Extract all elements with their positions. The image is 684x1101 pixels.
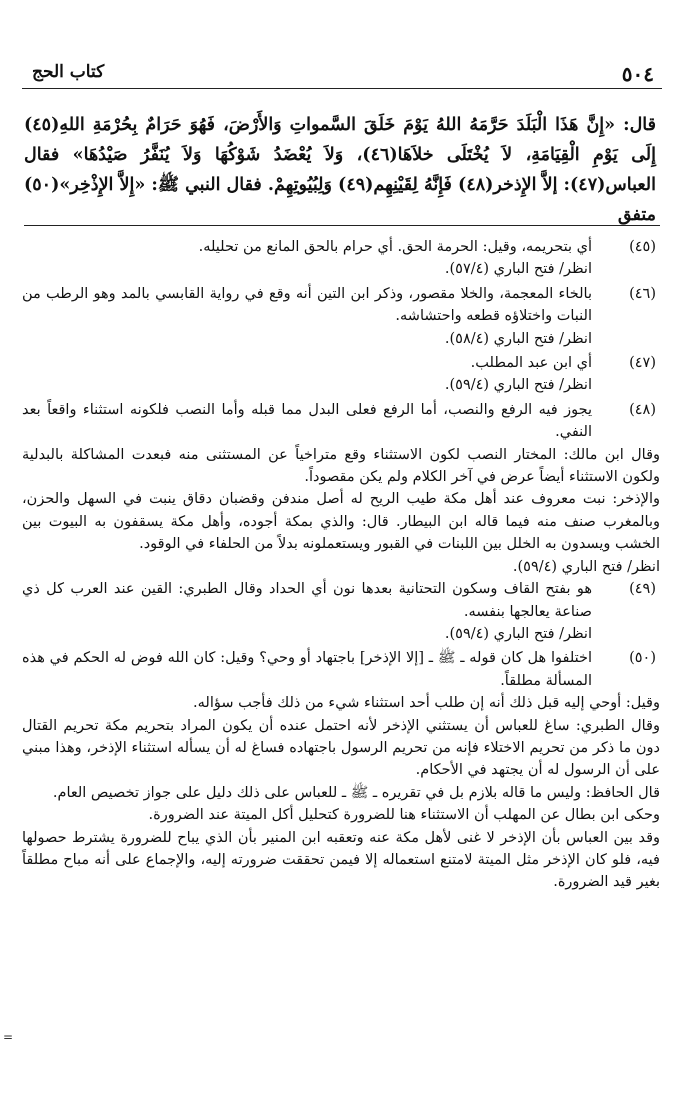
main-hadith-text: قال: «إِنَّ هَذَا الْبَلَدَ حَرَّمَهُ اللهُ يَوْمَ خَلَقَ السَّمواتِ وَالأَرْضَ، فَهُوَ حَرَامٌ بِحُرْمَةِ اللهِ(٤٥) إِلَى يَوْمِ الْقِيَامَةِ، لاَ يُخْتَلَى خلاَهَا(٤٦)، وَلاَ يُعْضَدُ شَوْكُهَا وَلاَ يُنَفَّرُ صَيْدُهَا» فقال العباس(٤٧): إلاَّ الإِذخر(٤٨) فَإِنَّهُ لِقَيْنِهِم(٤٩) وَلِبُيُوتِهِمْ. فقال النبي ﷺ: «إِلاَّ الإِذْخِر»(٥٠) متفق	[24, 115, 657, 225]
footnote-item	[22, 399, 660, 444]
edge-mark: =	[3, 1030, 14, 1044]
footnote-line: انظر/ فتح الباري (٥٧/٤).	[444, 261, 592, 278]
footnote-body	[22, 283, 592, 352]
footnote-number: (٤٧)	[629, 355, 656, 372]
footnote-item	[22, 283, 660, 352]
footnote-line: انظر/ فتح الباري (٥٩/٤).	[444, 625, 592, 642]
page-header	[22, 58, 662, 89]
footnote-body	[22, 236, 592, 283]
footnote-number: (٤٩)	[629, 581, 656, 598]
book-title: كتاب الحج	[32, 62, 105, 82]
footnote-line: اختلفوا هل كان قوله ـ ﷺ ـ [إلا الإذخر] باجتهاد أو وحي؟ وقيل: كان الله فوض له الحكم في هذه المسألة مطلقاً.	[22, 650, 592, 689]
footnote-continuation-line: والإذخر: نبت معروف عند أهل مكة طيب الريح له أصل مندفن وقضبان دقاق ينبت في السهل والحزن، وبالمغرب صنف منه فيما قاله ابن البيطار. قال: والذي بمكة أجوده، وأهل مكة يسقفون به البيوت بين الخشب ويسدون به الخلل بين اللبنات في القبور ويستعملونه بدلاً من الحلفاء في الوقود.	[22, 491, 660, 553]
footnote-line: بالخاء المعجمة، والخلا مقصور، وذكر ابن التين أنه وقع في رواية القابسي بالمد وهو الرطب من النبات واختلاؤه قطعه واحتشاشه.	[22, 285, 592, 325]
footnote-continuation-line: انظر/ فتح الباري (٥٩/٤).	[512, 558, 660, 575]
footnote-item	[22, 647, 660, 692]
footnote-body	[22, 352, 592, 399]
footnote-number: (٤٨)	[629, 401, 656, 418]
footnote-continuation-line: قال الحافظ: وليس ما قاله بلازم بل في تقريره ـ ﷺ ـ للعباس على ذلك دليل على جواز تخصيص العام.	[52, 784, 660, 801]
footnote-body	[22, 647, 592, 692]
footnote-line: أي بتحريمه، وقيل: الحرمة الحق. أي حرام بالحق المانع من تحليله.	[198, 239, 592, 255]
footnote-item	[22, 578, 660, 647]
footnote-body	[22, 399, 592, 444]
page-number: ٥٠٤	[621, 62, 654, 86]
footnote-continuation-line: وقد بين العباس بأن الإذخر لا غنى لأهل مكة عنه وتعقبه ابن المنير بأن الذي يباح للضرورة يشترط حصولها فيه، فلو كان الإذخر مثل الميتة لامتنع استعماله إلا فيمن تحققت ضرورته إليه، والإجماع على أنه مباح مطلقاً بغير قيد الضرورة.	[22, 829, 660, 891]
footnote-continuation-line: وقال الطبري: ساغ للعباس أن يستثني الإذخر لأنه احتمل عنده أن يكون المراد بتحريم مكة تحريم القتال دون ما ذكر من تحريم الاختلاء فإنه من تحريم الرسول باجتهاده فساغ له أن يسأله استثناء الإذخر، وهذا مبني على أن الرسول له أن يجتهد في الأحكام.	[22, 717, 660, 779]
footnote-continuation-line: وحكى ابن بطال عن المهلب أن الاستثناء هنا للضرورة كتحليل أكل الميتة عند الضرورة.	[148, 807, 660, 824]
footnote-item	[22, 352, 660, 399]
footnote-number: (٤٦)	[629, 285, 656, 302]
footnote-line: يجوز فيه الرفع والنصب، أما الرفع فعلى البدل مما قبله وأما النصب فلكونه استثناء واقعاً بعد النفي.	[22, 401, 592, 441]
footnote-line: هو بفتح القاف وسكون التحتانية بعدها نون أي الحداد وقال الطبري: القين عند العرب كل ذي صناعة يعالجها بنفسه.	[22, 581, 592, 620]
footnote-line: انظر/ فتح الباري (٥٨/٤).	[444, 330, 592, 347]
footnote-number: (٤٥)	[629, 239, 656, 255]
footnote-continuation	[22, 692, 660, 894]
footnote-line: أي ابن عبد المطلب.	[470, 355, 592, 372]
footnote-line: انظر/ فتح الباري (٥٩/٤).	[444, 377, 592, 394]
footnote-number: (٥٠)	[629, 650, 656, 667]
footnote-body	[22, 578, 592, 647]
footnote-continuation	[22, 444, 660, 578]
footnote-separator	[24, 225, 660, 226]
footnotes-section	[22, 236, 660, 894]
footnote-continuation-line: وقيل: أوحي إليه قبل ذلك أنه إن طلب أحد استثناء شيء من ذلك فأجب سؤاله.	[193, 695, 660, 712]
footnote-continuation-line: وقال ابن مالك: المختار النصب لكون الاستثناء وقع متراخياً عن المستثنى منه فبعدت المشاكلة بالبدلية ولكون الاستثناء أيضاً عرض في آخر الكلام ولم يكن مقصوداً.	[22, 446, 660, 486]
footnote-item	[22, 236, 660, 283]
